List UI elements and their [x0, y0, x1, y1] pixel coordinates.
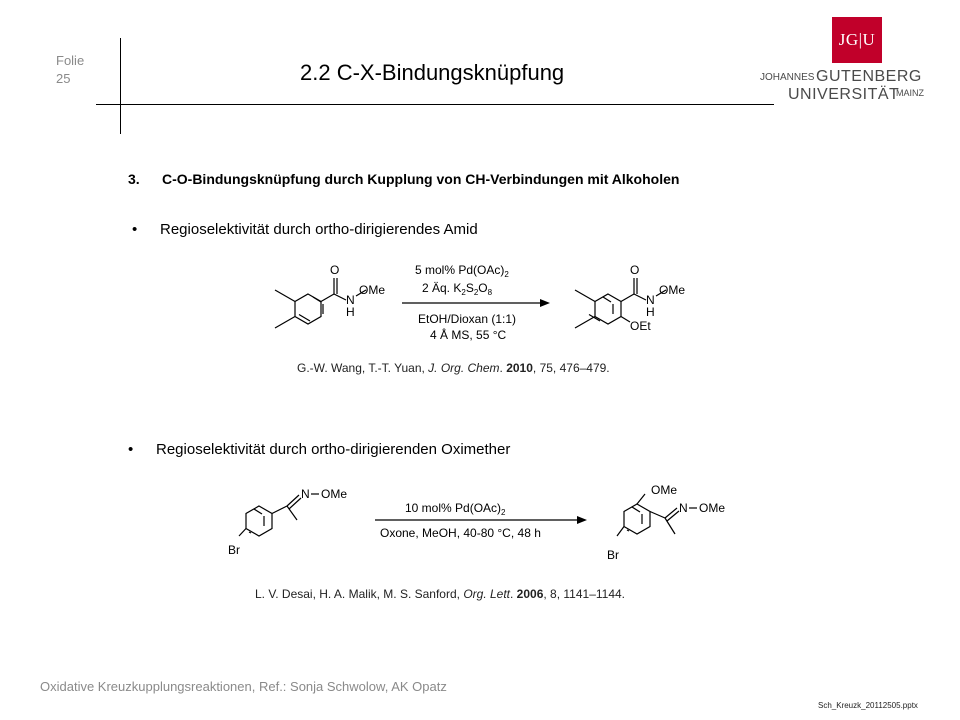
reference-separator: .: [510, 587, 517, 601]
product-br: Br: [607, 548, 619, 562]
reactant-br: Br: [228, 543, 240, 557]
reaction-scheme-oximether: [225, 478, 735, 570]
logo-text-mainz: MAINZ: [896, 88, 924, 98]
product-carbonyl-o: O: [630, 263, 640, 277]
reactant-oxime-n: N: [301, 487, 310, 501]
condition-catalyst: 10 mol% $Pd(OAc)_2$: [405, 501, 506, 517]
reactant-ome: OMe: [359, 283, 386, 297]
footer-text: Oxidative Kreuzkupplungsreaktionen, Ref.: Sonja Schwolow, AK Opatz: [40, 679, 447, 694]
footer-filename: Sch_Kreuzk_20112505.pptx: [818, 701, 918, 710]
product-amide-n: N: [646, 293, 655, 307]
slide-number-label: Folie: [56, 53, 85, 68]
logo-text-gutenberg: GUTENBERG: [816, 68, 922, 85]
reaction-scheme-amide: [250, 258, 710, 350]
bullet-icon: •: [128, 441, 134, 458]
header-horizontal-divider: [96, 104, 774, 105]
condition-oxidant-solvent: Oxone, MeOH, 40-80 °C, 48 h: [380, 526, 541, 540]
bullet-icon: •: [132, 221, 138, 238]
product-ring-ome: OMe: [651, 483, 678, 497]
slide-title: 2.2 C-X-Bindungsknüpfung: [300, 60, 565, 85]
product-oxime-ome: OMe: [699, 501, 726, 515]
condition-oxidant: 2 Äq. $K_2S_2O_8$: [422, 281, 493, 297]
product-amide-h: H: [646, 305, 655, 319]
slide-number-value: 25: [56, 71, 71, 86]
condition-temperature: 4 Å MS, 55 °C: [430, 328, 507, 342]
section-heading: [128, 171, 679, 187]
reaction-arrow-2-head: [577, 516, 587, 524]
product-oxime-n: N: [679, 501, 688, 515]
logo-text-johannes: JOHANNES: [760, 72, 815, 83]
reference-year: 2010: [506, 361, 533, 375]
bullet-item-oximether: [128, 441, 510, 458]
reference-authors: L. V. Desai, H. A. Malik, M. S. Sanford,: [255, 587, 464, 601]
logo-text-universitaet: UNIVERSITÄT: [788, 86, 900, 103]
reactant-amide-n: N: [346, 293, 355, 307]
section-number: 3.: [128, 171, 140, 187]
reference-journal: Org. Lett: [463, 587, 510, 601]
reference-volume-pages: , 8, 1141–1144.: [543, 587, 626, 601]
reaction-arrow-1-head: [540, 299, 550, 307]
section-heading-text: C-O-Bindungsknüpfung durch Kupplung von CH-Verbindungen mit Alkoholen: [162, 171, 680, 187]
product-oet: OEt: [630, 319, 651, 333]
reactant-amide-h: H: [346, 305, 355, 319]
reference-wang: [297, 361, 610, 375]
bullet-text: Regioselektivität durch ortho-dirigierenden Oximether: [156, 441, 511, 458]
product-ome: OMe: [659, 283, 686, 297]
reference-authors: G.-W. Wang, T.-T. Yuan,: [297, 361, 429, 375]
reference-year: 2006: [516, 587, 544, 601]
header-vertical-divider: [120, 38, 121, 134]
bullet-text: Regioselektivität durch ortho-dirigierendes Amid: [160, 221, 478, 238]
reactant-oxime-ome: OMe: [321, 487, 348, 501]
reference-desai: [255, 587, 625, 601]
reactant-carbonyl-o: O: [330, 263, 340, 277]
condition-solvent: EtOH/Dioxan (1:1): [418, 312, 517, 326]
slide-number: [56, 52, 84, 88]
condition-catalyst: 5 mol% $Pd(OAc)_2$: [415, 263, 509, 279]
reference-volume-pages: , 75, 476–479.: [532, 361, 610, 375]
bullet-item-amide: [132, 221, 478, 238]
reference-journal: J. Org. Chem: [428, 361, 500, 375]
logo-mark: JG|U: [838, 30, 876, 49]
reference-separator: .: [499, 361, 507, 375]
